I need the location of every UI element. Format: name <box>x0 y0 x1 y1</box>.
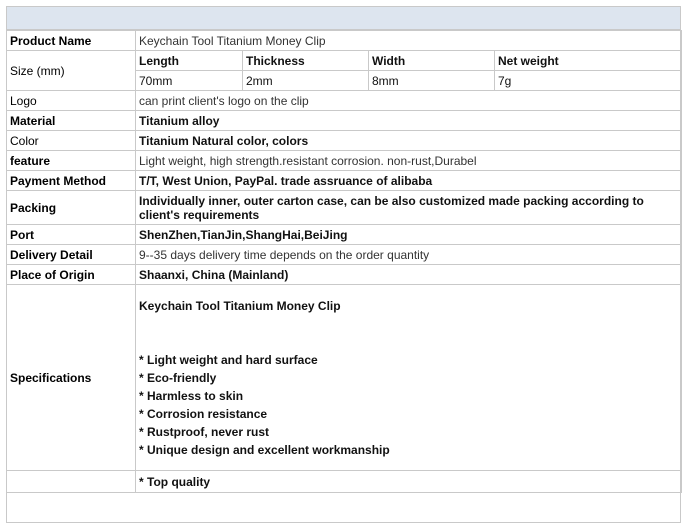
size-value-thickness: 2mm <box>243 71 369 91</box>
value-packing: Individually inner, outer carton case, can be also customized made packing according to client's requirements <box>136 191 682 225</box>
label-payment: Payment Method <box>7 171 136 191</box>
row-origin <box>7 265 682 285</box>
size-value-net-weight: 7g <box>495 71 682 91</box>
specs-bullet: * Corrosion resistance <box>139 406 268 421</box>
label-material: Material <box>7 111 136 131</box>
row-delivery <box>7 245 682 265</box>
label-feature: feature <box>7 151 136 171</box>
specs-bullet: * Unique design and excellent workmanship <box>139 442 390 457</box>
value-specifications <box>136 285 682 471</box>
label-extra-empty <box>7 471 136 493</box>
specs-spacer <box>139 315 678 351</box>
row-color <box>7 131 682 151</box>
specs-bullet: * Eco-friendly <box>139 370 217 385</box>
specs-bullet: * Harmless to skin <box>139 388 244 403</box>
size-header-width: Width <box>369 51 495 71</box>
row-payment <box>7 171 682 191</box>
row-extra <box>7 471 682 493</box>
size-header-thickness: Thickness <box>243 51 369 71</box>
value-origin: Shaanxi, China (Mainland) <box>136 265 682 285</box>
label-port: Port <box>7 225 136 245</box>
size-value-length: 70mm <box>136 71 243 91</box>
label-origin: Place of Origin <box>7 265 136 285</box>
row-port <box>7 225 682 245</box>
label-size: Size (mm) <box>7 51 136 91</box>
row-size-headers <box>7 51 682 71</box>
row-feature <box>7 151 682 171</box>
value-port: ShenZhen,TianJin,ShangHai,BeiJing <box>136 225 682 245</box>
row-packing <box>7 191 682 225</box>
row-material <box>7 111 682 131</box>
label-product-name: Product Name <box>7 31 136 51</box>
specs-bullet: * Rustproof, never rust <box>139 424 270 439</box>
value-logo: can print client's logo on the clip <box>136 91 682 111</box>
product-spec-table <box>6 30 682 493</box>
value-delivery: 9--35 days delivery time depends on the order quantity <box>136 245 682 265</box>
label-logo: Logo <box>7 91 136 111</box>
specs-title: Keychain Tool Titanium Money Clip <box>139 298 341 313</box>
value-feature: Light weight, high strength.resistant corrosion. non-rust,Durabel <box>136 151 682 171</box>
size-value-width: 8mm <box>369 71 495 91</box>
value-material: Titanium alloy <box>136 111 682 131</box>
row-specifications <box>7 285 682 471</box>
specs-bullet: * Light weight and hard surface <box>139 352 318 367</box>
value-product-name: Keychain Tool Titanium Money Clip <box>136 31 682 51</box>
value-payment: T/T, West Union, PayPal. trade assruance of alibaba <box>136 171 682 191</box>
value-color: Titanium Natural color, colors <box>136 131 682 151</box>
value-extra: * Top quality <box>136 471 682 493</box>
label-delivery: Delivery Detail <box>7 245 136 265</box>
size-header-net-weight: Net weight <box>495 51 682 71</box>
row-logo <box>7 91 682 111</box>
label-color: Color <box>7 131 136 151</box>
label-packing: Packing <box>7 191 136 225</box>
size-header-length: Length <box>136 51 243 71</box>
label-specifications: Specifications <box>7 285 136 471</box>
panel-header-bar <box>6 6 681 30</box>
row-product-name <box>7 31 682 51</box>
